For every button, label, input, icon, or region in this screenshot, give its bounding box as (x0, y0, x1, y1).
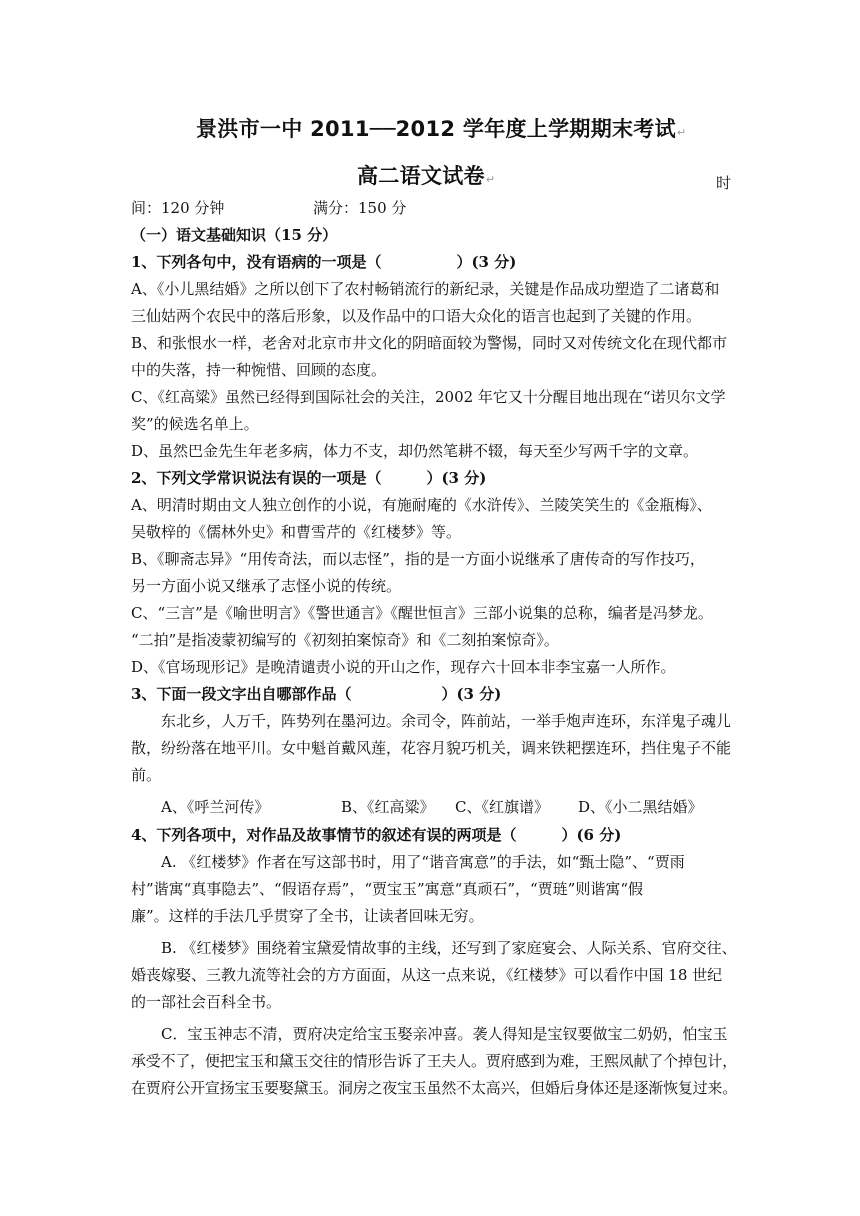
question-3-stem: 3、下面一段文字出自哪部作品（ ）(3 分) (131, 685, 502, 703)
question-3-option-c: C、《红旗谱》 (455, 798, 549, 816)
question-3-option-b: B、《红高粱》 (341, 798, 435, 816)
question-2-option-c-line2: “二拍”是指凌蒙初编写的《初刻拍案惊奇》和《二刻拍案惊奇》。 (131, 631, 559, 649)
question-4-option-c-line2: 承受不了，便把宝玉和黛玉交往的情形告诉了王夫人。贾府感到为难，王熙凤献了个掉包计， (131, 1052, 737, 1070)
title-text: 景洪市一中 2011──2012 学年度上学期期末考试 (196, 117, 676, 141)
question-4-stem: 4、下列各项中，对作品及故事情节的叙述有误的两项是（ ）(6 分) (131, 826, 622, 844)
question-4-option-b-line1: B. 《红楼梦》围绕着宝黛爱情故事的主线，还写到了家庭宴会、人际关系、官府交往、 (161, 939, 737, 957)
question-2-option-a-line1: A、明清时期由文人独立创作的小说，有施耐庵的《水浒传》、兰陵笑笑生的《金瓶梅》、 (131, 496, 712, 514)
paragraph-mark-icon: ↵ (676, 126, 687, 139)
section-heading: （一）语文基础知识（15 分） (131, 226, 338, 244)
question-4-option-a-line1: A. 《红楼梦》作者在写这部书时，用了“谐音寓意”的手法，如“甄士隐”、“贾雨 (161, 853, 685, 871)
question-1-option-b-line1: B、和张恨水一样，老舍对北京市井文化的阴暗面较为警惕，同时又对传统文化在现代都市 (131, 334, 728, 352)
question-3-option-d: D、《小二黑结婚》 (578, 798, 703, 816)
question-1-option-c-line2: 奖”的候选名单上。 (131, 415, 259, 433)
paragraph-mark-icon: ↵ (485, 173, 496, 186)
question-1-option-d: D、虽然巴金先生年老多病，体力不支，却仍然笔耕不辍，每天至少写两千字的文章。 (131, 442, 699, 460)
exam-duration: 间：120 分钟 (131, 199, 225, 217)
question-2-option-d: D、《官场现形记》是晚清谴责小说的开山之作，现存六十回本非李宝嘉一人所作。 (131, 658, 676, 676)
question-3-option-a: A、《呼兰河传》 (161, 798, 270, 816)
question-2-option-a-line2: 吴敬梓的《儒林外史》和曹雪芹的《红楼梦》等。 (131, 523, 462, 541)
question-3-passage-line1: 东北乡，人万千，阵势列在墨河边。余司令，阵前站，一举手炮声连环，东洋鬼子魂儿 (161, 712, 732, 730)
question-2-option-c-line1: C、“三言”是《喻世明言》《警世通言》《醒世恒言》三部小说集的总称，编者是冯梦龙。 (131, 604, 713, 622)
question-3-passage-line3: 前。 (131, 766, 162, 784)
subtitle-text: 高二语文试卷 (357, 164, 485, 188)
question-3-passage-line2: 散，纷纷落在地平川。女中魁首戴风莲，花容月貌巧机关，调来铁耙摆连环，挡住鬼子不能 (131, 739, 732, 757)
question-1-option-c-line1: C、《红高粱》虽然已经得到国际社会的关注，2002 年它又十分醒目地出现在“诺贝尔文学 (131, 388, 726, 406)
question-1-option-a-line2: 三仙姑两个农民中的落后形象，以及作品中的口语大众化的语言也起到了关键的作用。 (131, 307, 702, 325)
question-4-option-a-line3: 廉”。这样的手法几乎贯穿了全书，让读者回味无穷。 (131, 907, 484, 925)
time-prefix: 时 (716, 174, 732, 192)
question-2-stem: 2、下列文学常识说法有误的一项是（ ）(3 分) (131, 469, 487, 487)
question-4-option-b-line3: 的一部社会百科全书。 (131, 993, 282, 1011)
exam-total-score: 满分：150 分 (313, 199, 407, 217)
page-title (196, 113, 686, 143)
question-4-option-b-line2: 婚丧嫁娶、三教九流等社会的方方面面，从这一点来说，《红楼梦》可以看作中国 18 世纪 (131, 966, 723, 984)
question-4-option-c-line1: C．宝玉神志不清，贾府决定给宝玉娶亲冲喜。袭人得知是宝钗要做宝二奶奶，怕宝玉 (161, 1025, 728, 1043)
question-4-option-a-line2: 村”谐寓“真事隐去”、“假语存焉”，“贾宝玉”寓意“真顽石”，“贾琏”则谐寓“假 (131, 880, 644, 898)
question-2-option-b-line1: B、《聊斋志异》“用传奇法，而以志怪”，指的是一方面小说继承了唐传奇的写作技巧， (131, 550, 705, 568)
question-2-option-b-line2: 另一方面小说又继承了志怪小说的传统。 (131, 577, 402, 595)
page-subtitle (357, 160, 495, 190)
question-1-option-a-line1: A、《小儿黑结婚》之所以创下了农村畅销流行的新纪录，关键是作品成功塑造了二诸葛和 (131, 280, 720, 298)
question-1-option-b-line2: 中的失落，持一种惋惜、回顾的态度。 (131, 361, 387, 379)
question-4-option-c-line3: 在贾府公开宣扬宝玉要娶黛玉。洞房之夜宝玉虽然不太高兴，但婚后身体还是逐渐恢复过来。 (131, 1079, 737, 1097)
question-1-stem: 1、下列各句中，没有语病的一项是（ ）(3 分) (131, 253, 517, 271)
